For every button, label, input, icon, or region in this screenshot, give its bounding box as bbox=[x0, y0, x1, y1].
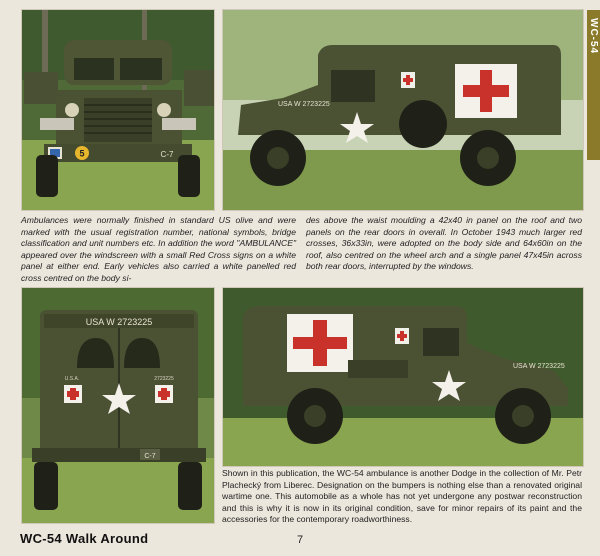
rear-view-illustration bbox=[22, 288, 214, 523]
caption-top-left: Ambulances were normally finished in standard US olive and were marked with the usual registration number, national symbols, bridge classification and unit numbers etc. In addition the word "AMBULANCE" appeared over the windscreen with a small Red Cross signs on a white panel at either end. Early vehicles also carried a white panelled red cross centred on the body si- bbox=[21, 215, 296, 283]
photo-other-side-view bbox=[222, 287, 584, 467]
rear-side-hood-registration: USA W 2723225 bbox=[513, 363, 565, 370]
caption-bottom-right: Shown in this publication, the WC-54 ambulance is another Dodge in the collection of Mr. Petr Plachecký from Liberec. Designation on the bumpers is nothing else than a renovated original wartime one. This automobile as a whole has not yet undergone any postwar reconstruction and this is why it is now in its original condition, save for minor repairs of its paint and the accessories for the contemporary roadworthiness. bbox=[222, 468, 582, 525]
side-hood-registration: USA W 2723225 bbox=[278, 101, 330, 108]
rear-bumper-marking: C-7 bbox=[144, 453, 156, 460]
photo-rear-view bbox=[21, 287, 215, 524]
front-bumper-marking: C-7 bbox=[160, 150, 174, 159]
chapter-tab-label: WC-54 bbox=[588, 18, 599, 55]
photo-front-view bbox=[21, 9, 215, 211]
page-number: 7 bbox=[297, 534, 304, 546]
rear-door-left-text: U.S.A. bbox=[64, 376, 80, 382]
other-side-view-illustration bbox=[223, 288, 583, 466]
caption-top-right: des above the waist moulding a 42x40 in panel on the roof and two panels on the rear doors in overall. In October 1943 much larger red crosses, 36x33in, were adopted on the body side and 64x60in on the roof, also centred on the wheel arch and a single panel 47x45in across both rear doors, interrupted by the windows. bbox=[306, 215, 582, 272]
side-view-illustration bbox=[223, 10, 583, 210]
photo-side-view bbox=[222, 9, 584, 211]
rear-registration: USA W 2723225 bbox=[85, 317, 153, 327]
rear-door-right-text: 2723225 bbox=[154, 376, 174, 382]
front-bridge-number: 5 bbox=[79, 148, 85, 159]
chapter-tab bbox=[587, 10, 600, 160]
front-view-illustration bbox=[22, 10, 214, 210]
footer-title: WC-54 Walk Around bbox=[20, 531, 149, 546]
